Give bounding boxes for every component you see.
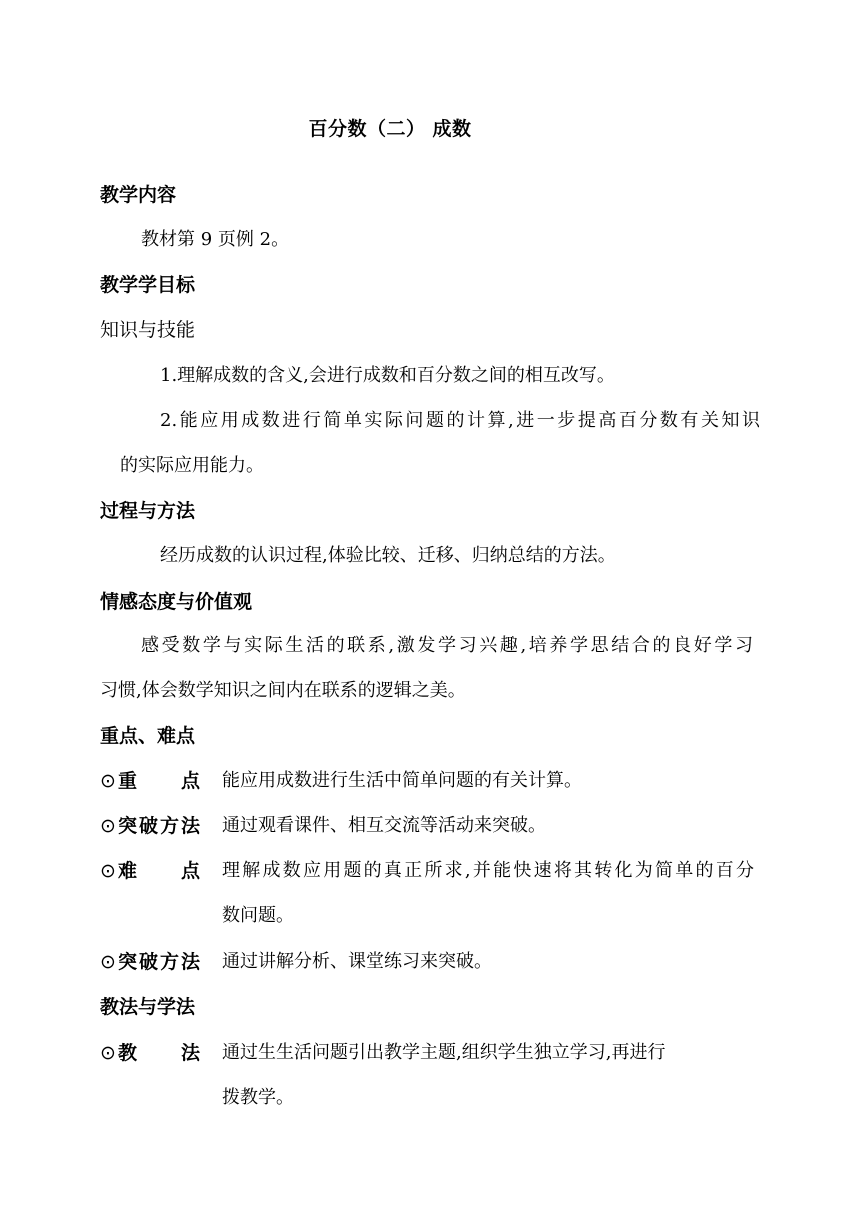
heading-emotion-values: 情感态度与价值观 [100,591,253,613]
emotion-text-line-1: 感受数学与实际生活的联系,激发学习兴趣,培养学思结合的良好学习 [141,635,753,656]
heading-process-methods: 过程与方法 [100,500,196,522]
knowledge-item-2-line-1: 2.能应用成数进行简单实际问题的计算,进一步提高百分数有关知识 [160,410,760,431]
heading-objectives: 教学学目标 [100,274,196,296]
breakthrough-text-2: 通过讲解分析、课堂练习来突破。 [222,951,492,972]
breakthrough-label-1-text: 突破方法 [118,815,200,837]
breakthrough-label-2-text: 突破方法 [118,951,200,973]
difficult-point-label-text: 难点 [118,860,200,882]
knowledge-item-2-line-2: 的实际应用能力。 [120,455,264,476]
knowledge-item-1: 1.理解成数的含义,会进行成数和百分数之间的相互改写。 [160,365,615,386]
teaching-method-label [100,1039,204,1067]
heading-key-points: 重点、难点 [100,725,196,747]
circle-dot-icon: ⊙ [100,1042,116,1064]
heading-teaching-content: 教学内容 [100,184,177,206]
breakthrough-label-2 [100,948,204,976]
circle-dot-icon: ⊙ [100,951,116,973]
breakthrough-text-1: 通过观看课件、相互交流等活动来突破。 [222,815,546,836]
teaching-method-label-text: 教法 [118,1042,200,1064]
key-point-text: 能应用成数进行生活中简单问题的有关计算。 [222,770,582,791]
circle-dot-icon: ⊙ [100,860,116,882]
circle-dot-icon: ⊙ [100,770,116,792]
teaching-content-text: 教材第 9 页例 2。 [141,229,290,250]
teaching-method-text-line-2: 拨教学。 [222,1087,294,1108]
circle-dot-icon: ⊙ [100,815,116,837]
process-methods-text: 经历成数的认识过程,体验比较、迁移、归纳总结的方法。 [160,545,616,566]
key-point-label [100,767,204,795]
heading-knowledge-skills: 知识与技能 [100,319,196,341]
key-point-label-text: 重点 [118,770,200,792]
document-title: 百分数（二） 成数 [308,118,472,140]
difficult-point-label [100,857,204,885]
difficult-point-text-line-2: 数问题。 [222,905,294,926]
breakthrough-label-1 [100,812,204,840]
emotion-text-line-2: 习惯,体会数学知识之间内在联系的逻辑之美。 [100,680,466,701]
teaching-method-text-line-1: 通过生生活问题引出教学主题,组织学生独立学习,再进行 [222,1042,666,1063]
difficult-point-text-line-1: 理解成数应用题的真正所求,并能快速将其转化为简单的百分 [222,860,754,881]
heading-methods: 教法与学法 [100,996,196,1018]
